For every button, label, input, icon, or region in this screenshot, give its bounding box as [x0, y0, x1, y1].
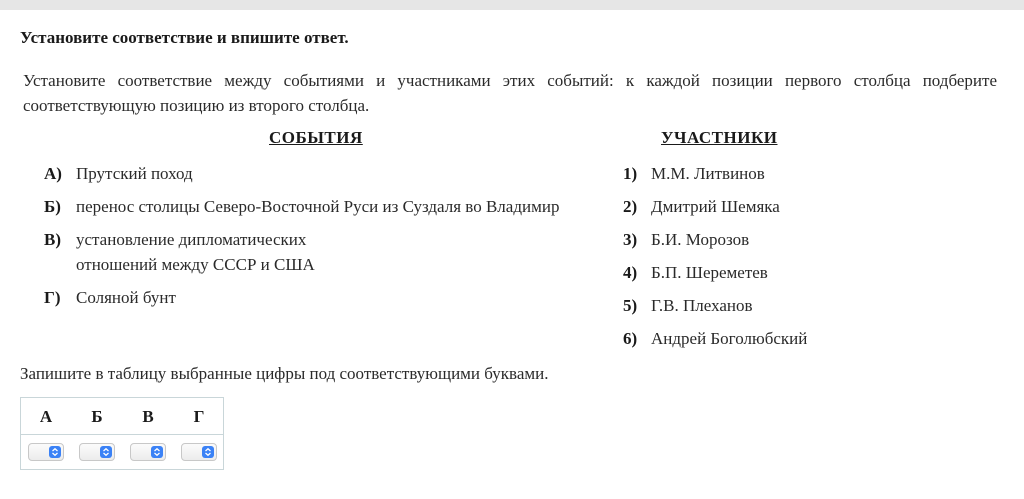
- answer-header-g: Г: [193, 407, 205, 426]
- participant-text: Дмитрий Шемяка: [651, 197, 780, 216]
- top-bar: [0, 0, 1024, 10]
- participant-label: 4): [623, 263, 638, 282]
- participant-text: Г.В. Плеханов: [651, 296, 753, 315]
- updown-chevron-icon: [49, 446, 61, 458]
- updown-chevron-icon: [151, 446, 163, 458]
- answer-select-g[interactable]: [181, 443, 217, 461]
- events-column-title: СОБЫТИЯ: [269, 128, 363, 147]
- participant-label: 1): [623, 164, 638, 183]
- task-prompt: Установите соответствие между событиями и участниками этих событий: к каждой позиции первого столбца подберите соответствующую позицию из второго столбца.: [23, 71, 997, 115]
- answer-select-a[interactable]: [28, 443, 64, 461]
- updown-chevron-icon: [202, 446, 214, 458]
- answer-select-v[interactable]: [130, 443, 166, 461]
- task-heading: Установите соответствие и впишите ответ.: [20, 28, 349, 47]
- participant-item-4: [623, 260, 923, 285]
- answer-header-v: В: [142, 407, 154, 426]
- answer-select-b[interactable]: [79, 443, 115, 461]
- participant-text: Андрей Боголюбский: [651, 329, 808, 348]
- participant-text: Б.П. Шереметев: [651, 263, 768, 282]
- participant-item-3: [623, 227, 923, 252]
- event-label: Г): [44, 288, 61, 307]
- updown-chevron-icon: [100, 446, 112, 458]
- participant-label: 2): [623, 197, 638, 216]
- event-label: А): [44, 164, 62, 183]
- participant-label: 6): [623, 329, 638, 348]
- answer-table-header: [21, 398, 223, 435]
- participant-item-6: [623, 326, 923, 351]
- event-text: установление дипломатических: [76, 230, 307, 249]
- participant-item-1: [623, 161, 923, 186]
- participant-text: Б.И. Морозов: [651, 230, 750, 249]
- participant-label: 5): [623, 296, 638, 315]
- event-item-b: [44, 194, 604, 219]
- answer-table: [20, 397, 224, 470]
- answer-header-a: А: [39, 407, 53, 426]
- event-text: Прутский поход: [76, 164, 193, 183]
- participant-label: 3): [623, 230, 638, 249]
- event-text-continued: отношений между СССР и США: [76, 255, 315, 274]
- participants-column-title: УЧАСТНИКИ: [661, 128, 778, 147]
- event-text: Соляной бунт: [76, 288, 176, 307]
- event-item-g: [44, 285, 604, 310]
- event-text: перенос столицы Северо-Восточной Руси из Суздаля во Владимир: [76, 197, 560, 216]
- event-label: В): [44, 230, 61, 249]
- answer-instruction: Запишите в таблицу выбранные цифры под соответствующими буквами.: [20, 364, 549, 383]
- event-label: Б): [44, 197, 61, 216]
- event-item-v: [44, 227, 604, 277]
- participant-item-5: [623, 293, 923, 318]
- participant-text: М.М. Литвинов: [651, 164, 765, 183]
- event-item-a: [44, 161, 604, 186]
- answer-header-b: Б: [91, 407, 103, 426]
- participant-item-2: [623, 194, 923, 219]
